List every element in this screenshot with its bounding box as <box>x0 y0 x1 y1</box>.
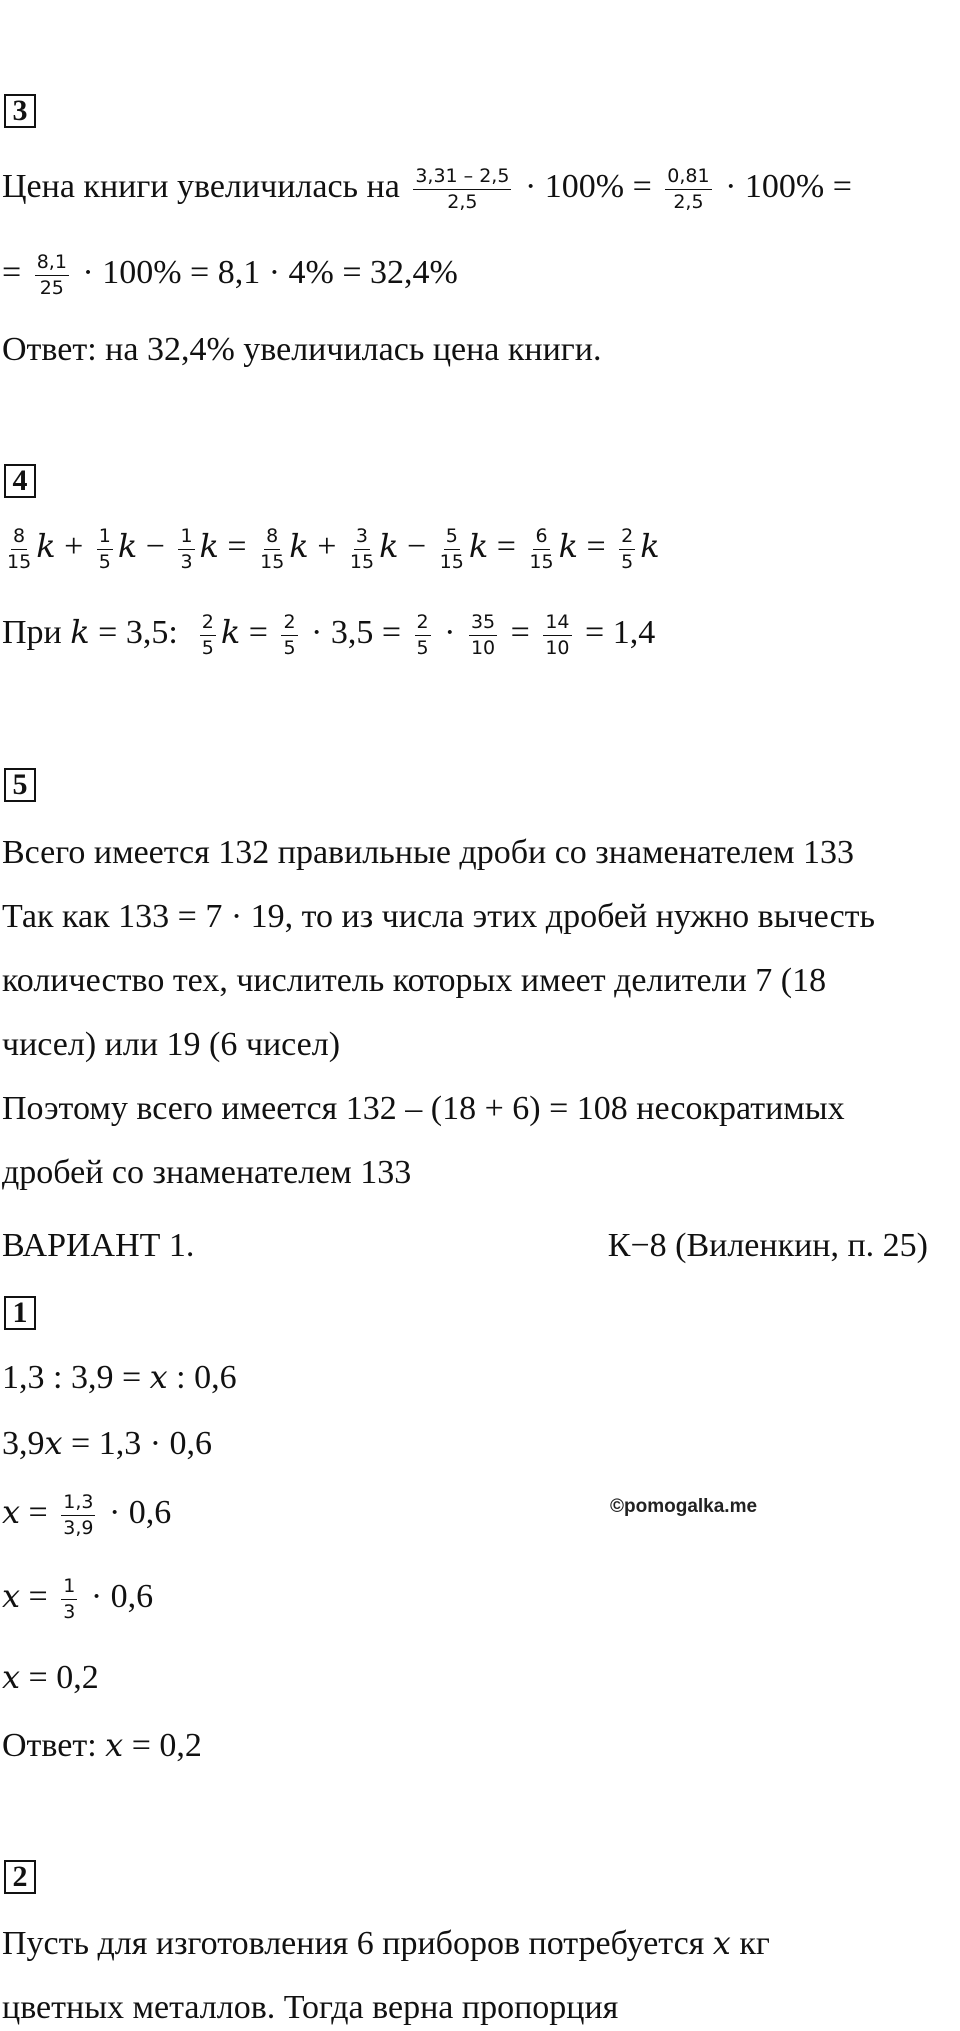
v1-problem-2-line-1: Пусть для изготовления 6 приборов потребуется x кг <box>2 1924 770 1962</box>
work-reference: К−8 (Виленкин, п. 25) <box>607 1227 928 1264</box>
v1-problem-1-number: 1 <box>4 1296 36 1330</box>
problem-5-line: чисел) или 19 (6 чисел) <box>2 1026 341 1063</box>
fraction: $\frac{5}{15}$ <box>439 525 464 573</box>
problem-3-number: 3 <box>4 94 36 128</box>
problem-3-line-1: Цена книги увеличилась на $\frac{3,31 - 2,5}{2,5}$ · 100% = $\frac{0,81}{2,5}$ · 100% = <box>2 165 852 213</box>
fraction: $\frac{35}{10}$ <box>470 611 496 659</box>
fraction: $\frac{1}{3}$ <box>180 525 193 573</box>
fraction: $\frac{8}{15}$ <box>7 525 32 573</box>
fraction: $\frac{1,3}{3,9}$ <box>63 1491 94 1539</box>
problem-5-line: количество тех, числитель которых имеет делители 7 (18 <box>2 962 827 999</box>
problem-4-substitution: При k = 3,5: $\frac{2}{5}$ k = $\frac{2}{5}$ · 3,5 = $\frac{2}{5}$ · $\frac{35}{10}$ = $\frac{14}{10}$ = 1,4 <box>2 611 656 659</box>
problem-4-expression: $\frac{8}{15}$ k + $\frac{1}{5}$ k − $\frac{1}{3}$ k = $\frac{8}{15}$ k + $\frac{3}{15}$ k − $\frac{5}{15}$ k = $\frac{6}{15}$ k = $\frac{2}{5}$ k <box>7 525 660 573</box>
problem-3-line-2: = $\frac{8,1}{25}$ · 100% = 8,1 · 4% = 32,4% <box>2 251 458 299</box>
problem-4-number: 4 <box>4 464 36 498</box>
problem-5-line: Всего имеется 132 правильные дроби со знаменателем 133 <box>2 834 855 871</box>
problem-5-number: 5 <box>4 768 36 802</box>
fraction: $\frac{0,81}{2,5}$ <box>667 165 710 213</box>
v1-problem-2-line-2: цветных металлов. Тогда верна пропорция <box>2 1989 619 2026</box>
problem-5-line: дробей со знаменателем 133 <box>2 1154 412 1191</box>
fraction: $\frac{2}{5}$ <box>201 611 214 659</box>
fraction: $\frac{8,1}{25}$ <box>36 251 67 299</box>
fraction: $\frac{3,31 - 2,5}{2,5}$ <box>415 165 510 213</box>
v1-problem-1-line-2: 3,9x = 1,3 · 0,6 <box>2 1424 213 1462</box>
fraction: $\frac{1}{3}$ <box>63 1575 76 1623</box>
fraction: $\frac{2}{5}$ <box>416 611 429 659</box>
problem-5-line: Поэтому всего имеется 132 – (18 + 6) = 108 несократимых <box>2 1090 845 1127</box>
v1-problem-1-line-3: x = $\frac{1,3}{3,9}$ · 0,6 <box>2 1491 172 1539</box>
problem-3-answer: Ответ: на 32,4% увеличилась цена книги. <box>2 331 602 368</box>
fraction: $\frac{6}{15}$ <box>529 525 554 573</box>
watermark: ©pomogalka.me <box>610 1496 758 1517</box>
v1-problem-1-line-5: x = 0,2 <box>2 1658 99 1696</box>
fraction: $\frac{14}{10}$ <box>545 611 570 659</box>
variant-title: ВАРИАНТ 1. <box>2 1227 195 1264</box>
v1-problem-1-line-4: x = $\frac{1}{3}$ · 0,6 <box>2 1575 154 1623</box>
fraction: $\frac{2}{5}$ <box>283 611 296 659</box>
v1-problem-1-answer: Ответ: x = 0,2 <box>2 1726 202 1764</box>
v1-problem-2-number: 2 <box>4 1860 36 1894</box>
v1-problem-1-line-1: 1,3 : 3,9 = x : 0,6 <box>2 1358 237 1396</box>
fraction: $\frac{8}{15}$ <box>260 525 285 573</box>
fraction: $\frac{2}{5}$ <box>621 525 634 573</box>
fraction: $\frac{1}{5}$ <box>98 525 111 573</box>
problem-5-line: Так как 133 = 7 · 19, то из числа этих дробей нужно вычесть <box>2 898 876 935</box>
fraction: $\frac{3}{15}$ <box>349 525 375 573</box>
